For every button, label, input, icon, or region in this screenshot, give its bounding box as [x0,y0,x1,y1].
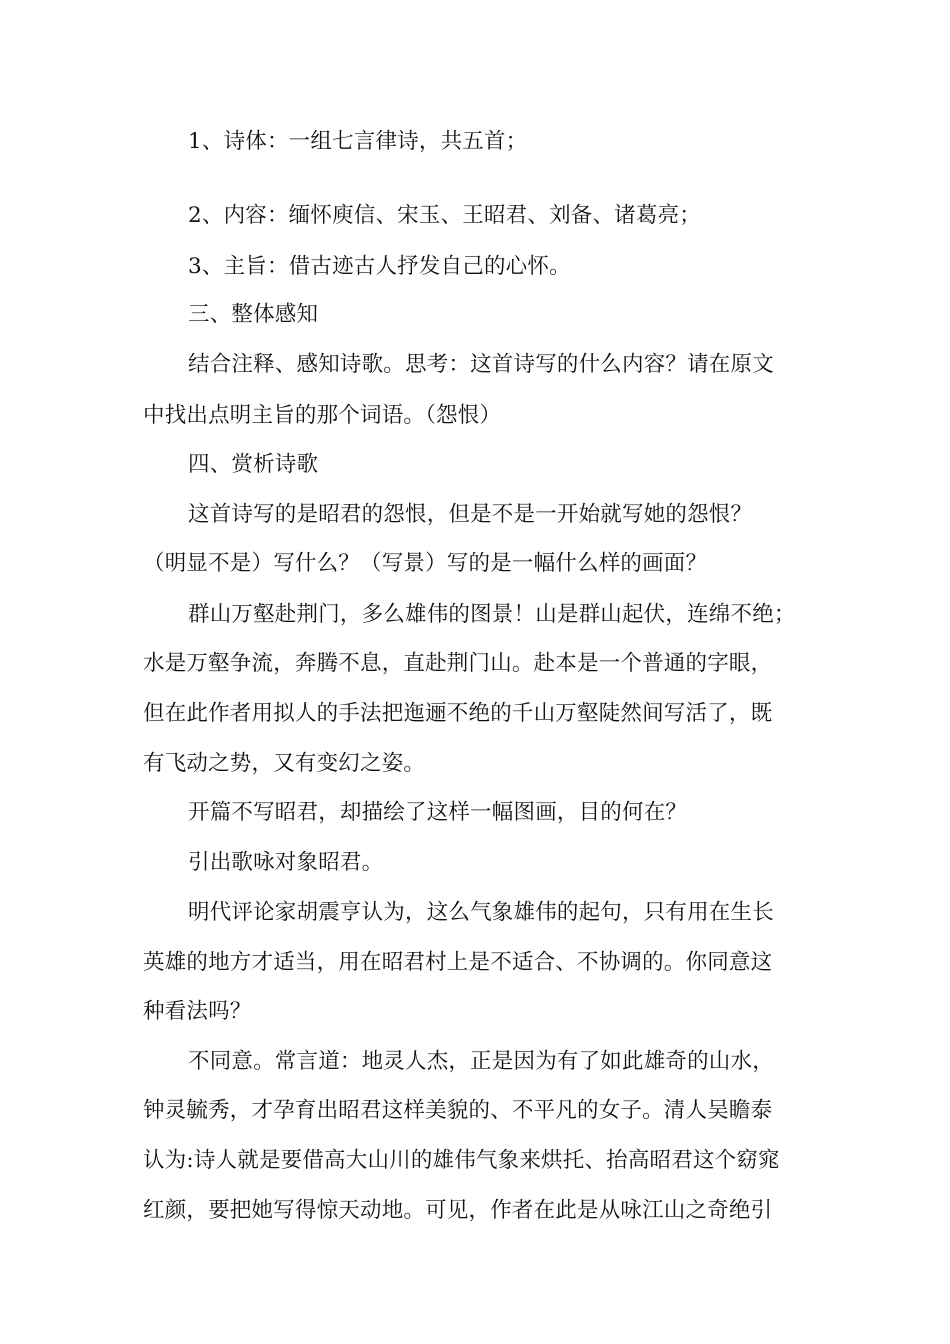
text-line-5: 结合注释、感知诗歌。思考：这首诗写的什么内容？请在原文 [188,352,774,377]
section-heading-4: 四、赏析诗歌 [188,452,319,477]
text-line-14: 开篇不写昭君，却描绘了这样一幅图画，目的何在？ [188,800,688,825]
text-line-21: 认为:诗人就是要借高大山川的雄伟气象来烘托、抬高昭君这个窈窕 [143,1148,780,1173]
text-line-8: 这首诗写的是昭君的怨恨，但是不是一开始就写她的怨恨？ [188,502,753,527]
section-heading-3: 三、整体感知 [188,302,319,327]
text-line-18: 种看法吗？ [143,999,252,1024]
text-line-12: 但在此作者用拟人的手法把迤逦不绝的千山万壑陡然间写活了，既 [143,701,773,726]
text-line-10: 群山万壑赴荆门，多么雄伟的图景！山是群山起伏，连绵不绝； [188,602,796,627]
text-line-16: 明代评论家胡震亨认为，这么气象雄伟的起句，只有用在生长 [188,900,774,925]
text-line-6: 中找出点明主旨的那个词语。（怨恨） [143,403,502,428]
text-line-13: 有飞动之势，又有变幻之姿。 [143,751,426,776]
text-line-17: 英雄的地方才适当，用在昭君村上是不适合、不协调的。你同意这 [143,950,773,975]
text-line-19: 不同意。常言道：地灵人杰，正是因为有了如此雄奇的山水， [188,1049,774,1074]
text-line-15: 引出歌咏对象昭君。 [188,850,384,875]
text-line-3: 3、主旨：借古迹古人抒发自己的心怀。 [188,254,571,279]
text-line-11: 水是万壑争流，奔腾不息，直赴荆门山。赴本是一个普通的字眼， [143,651,773,676]
text-line-2: 2、内容：缅怀庾信、宋玉、王昭君、刘备、诸葛亮； [188,203,701,228]
text-line-22: 红颜，要把她写得惊天动地。可见，作者在此是从咏江山之奇绝引 [143,1198,773,1223]
text-line-9: （明显不是）写什么？（写景）写的是一幅什么样的画面？ [143,551,708,576]
text-line-1: 1、诗体：一组七言律诗，共五首； [188,129,528,154]
text-line-20: 钟灵毓秀，才孕育出昭君这样美貌的、不平凡的女子。清人吴瞻泰 [143,1098,773,1123]
